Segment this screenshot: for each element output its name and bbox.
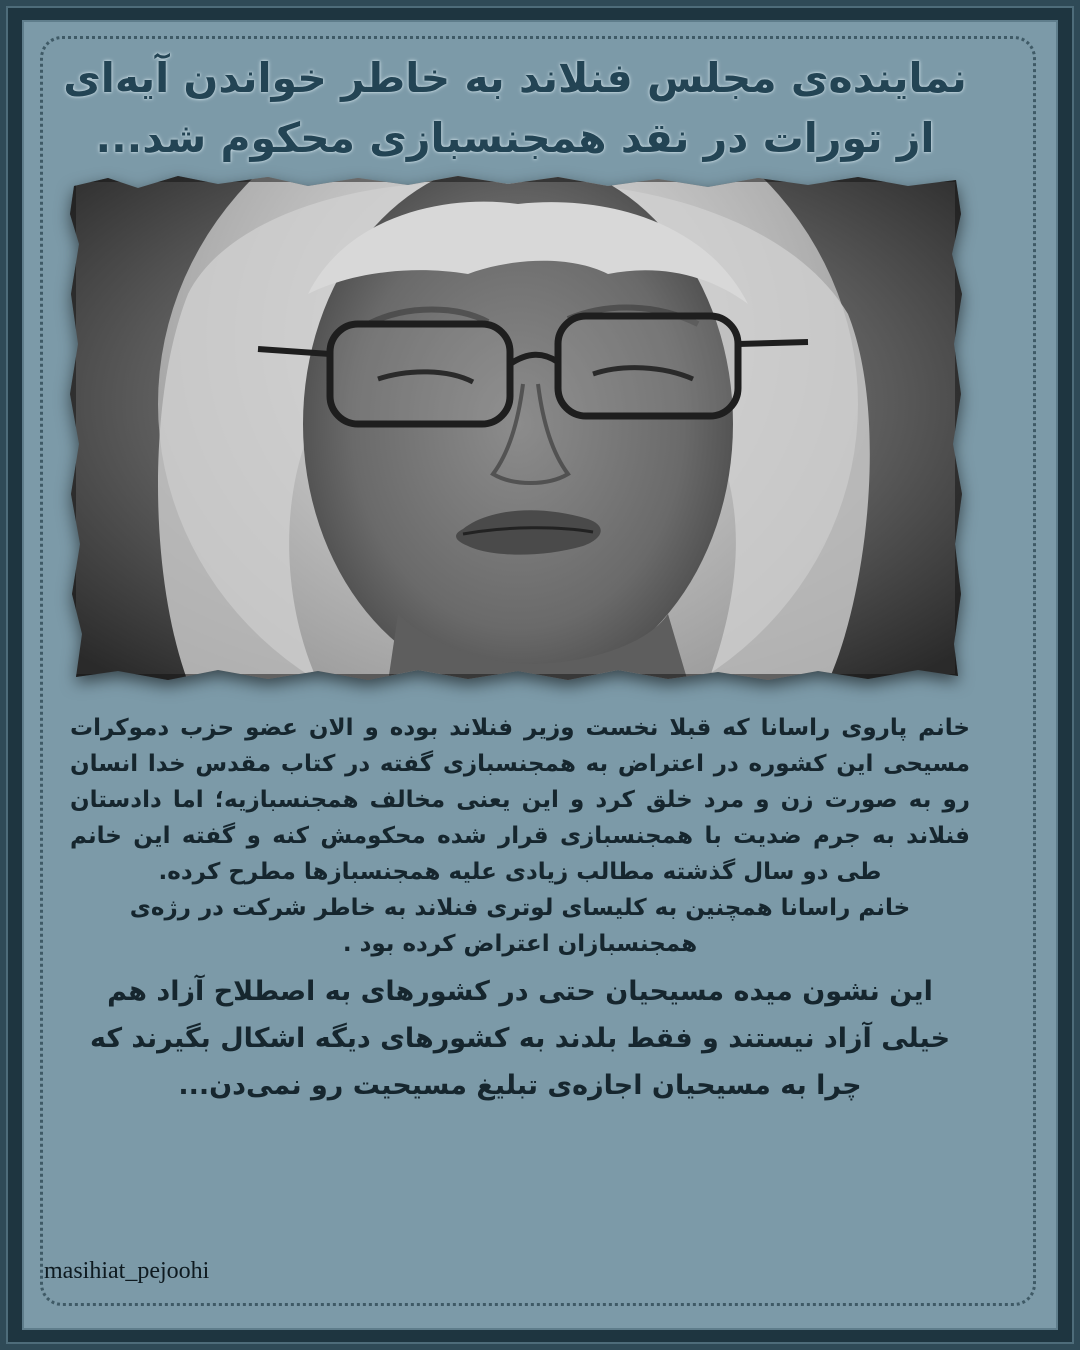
- portrait-image: [68, 174, 963, 682]
- headline-line-2: از تورات در نقد همجنسبازی محکوم شد...: [95, 114, 935, 162]
- portrait-photo: [68, 174, 963, 682]
- article-body: [70, 710, 970, 1109]
- paragraph-3: این نشون میده مسیحیان حتی در کشورهای به اصطلاح آزاد هم خیلی آزاد نیستند و فقط بلدند به کشورهای دیگه اشکال بگیرند که چرا به مسیحیان اجازه‌ی تبلیغ مسیحیت رو نمی‌دن...: [89, 976, 951, 1101]
- paragraph-2: خانم راسانا همچنین به کلیسای لوتری فنلاند به خاطر شرکت در رژه‌ی همجنسبازان اعتراض کرده بود .: [129, 895, 911, 957]
- watermark-handle: masihiat_pejoohi: [44, 1258, 210, 1284]
- paragraph-1: خانم پاروی راسانا که قبلا نخست وزیر فنلاند بوده و الان عضو حزب دموکرات مسیحی این کشوره در اعتراض به همجنسبازی گفته در کتاب مقدس خدا انسان رو به صورت زن و مرد خلق کرد و این یعنی مخالف همجنسبازیه؛ اما دادستان فنلاند به جرم ضدیت با همجنسبازی قرار شده محکومش کنه و گفته این خانم طی دو سال گذشته مطالب زیادی علیه همجنسبازها مطرح کرده.: [70, 715, 970, 885]
- headline: [40, 48, 990, 168]
- headline-line-1: نماینده‌ی مجلس فنلاند به خاطر خواندن آیه‌ای: [63, 54, 967, 102]
